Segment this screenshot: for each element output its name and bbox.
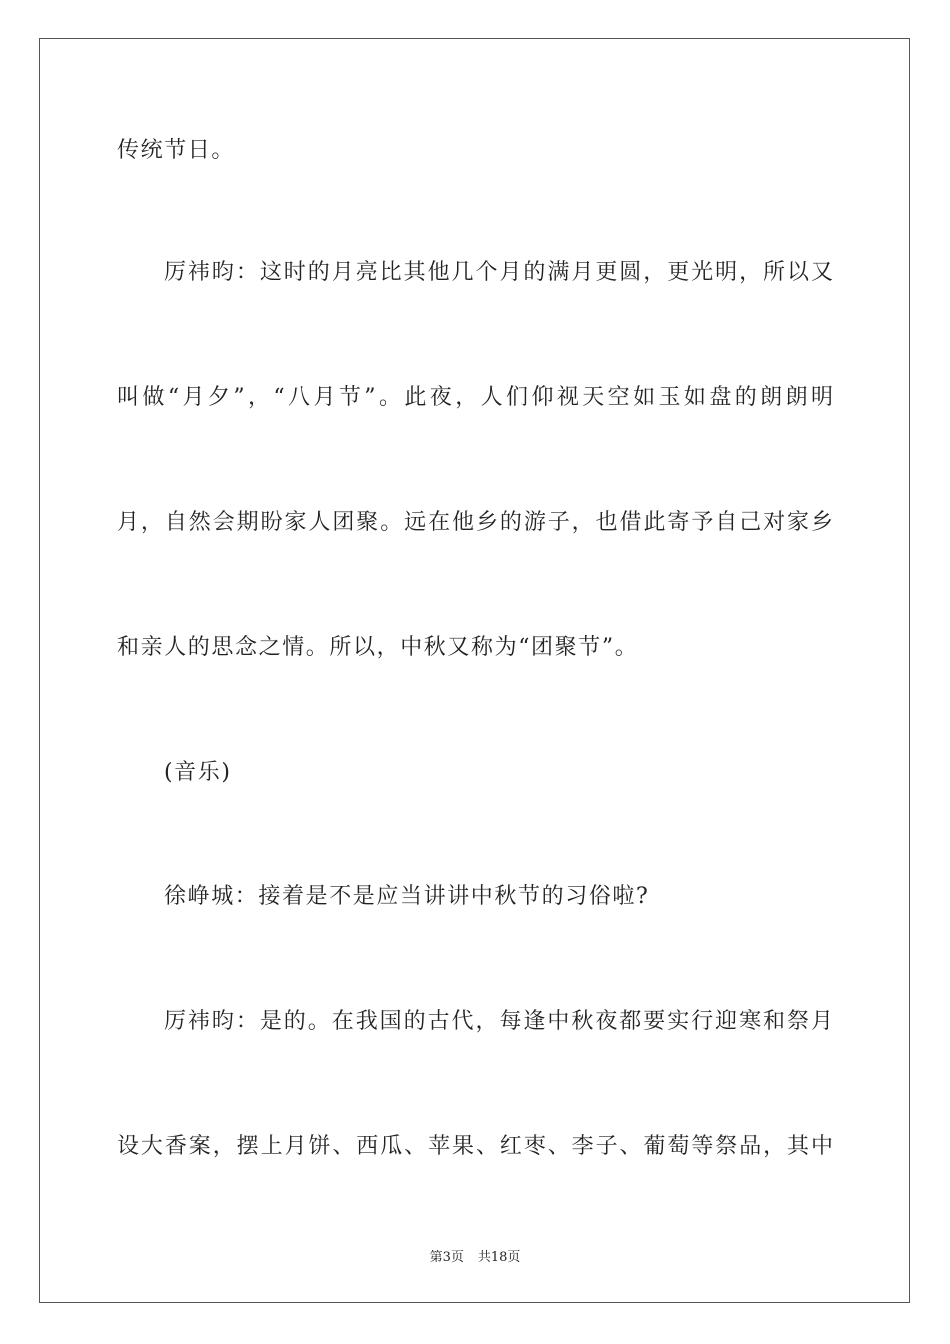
text-line-4: 月，自然会期盼家人团聚。远在他乡的游子，也借此寄予自己对家乡 <box>117 510 833 535</box>
text-line-5: 和亲人的思念之情。所以，中秋又称为“团聚节”。 <box>117 635 639 660</box>
page-footer <box>0 1246 950 1265</box>
text-line-1: 传统节日。 <box>117 138 236 163</box>
text-line-6: (音乐) <box>164 760 232 785</box>
text-line-9: 设大香案，摆上月饼、西瓜、苹果、红枣、李子、葡萄等祭品，其中 <box>117 1134 833 1159</box>
text-line-3: 叫做“月夕”，“八月节”。此夜，人们仰视天空如玉如盘的朗朗明 <box>117 385 833 410</box>
page-border <box>39 38 910 1303</box>
page-number: 第3页 <box>429 1250 464 1265</box>
text-line-2: 厉祎昀：这时的月亮比其他几个月的满月更圆，更光明，所以又 <box>164 260 833 285</box>
text-line-7: 徐峥城：接着是不是应当讲讲中秋节的习俗啦? <box>164 884 650 909</box>
page-total: 共18页 <box>477 1250 521 1265</box>
text-line-8: 厉祎昀：是的。在我国的古代，每逢中秋夜都要实行迎寒和祭月 <box>164 1009 833 1034</box>
